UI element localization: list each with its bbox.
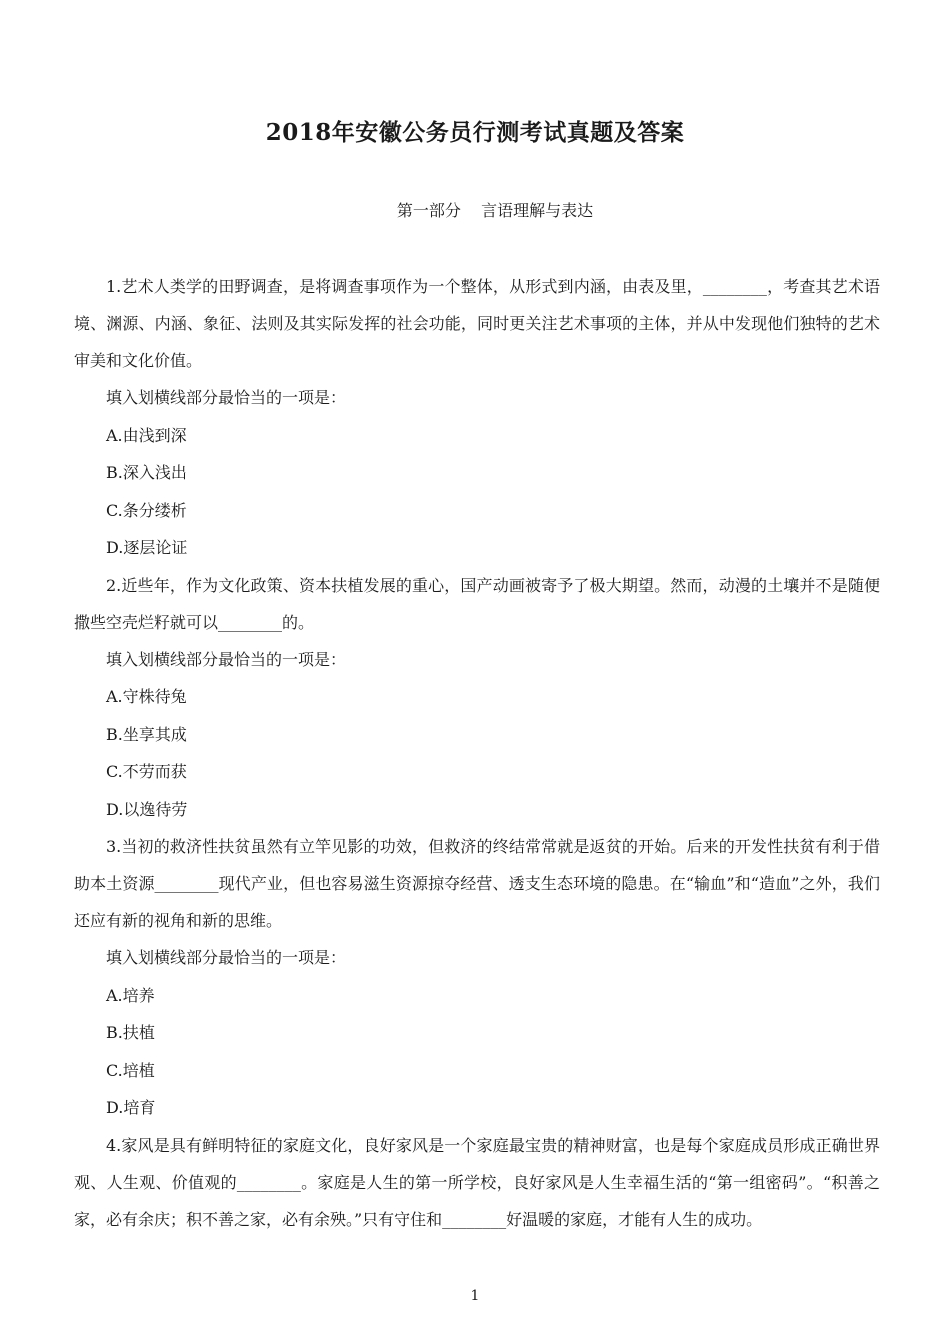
option-c: C.培植 [106, 1060, 155, 1080]
question-text: 4.家风是具有鲜明特征的家庭文化，良好家风是一个家庭最宝贵的精神财富，也是每个家庭成员形成正确世界观、人生观、价值观的________。家庭是人生的第一所学校，良好家风是人生幸福生活的“第一组密码”。“积善之家，必有余庆；积不善之家，必有余殃。”只有守住和________好温暖的家庭，才能有人生的成功。 [74, 1135, 880, 1229]
option-b: B.扶植 [106, 1023, 155, 1042]
question-4 [74, 1127, 880, 1238]
question-text: 1.艺术人类学的田野调查，是将调查事项作为一个整体，从形式到内涵，由表及里，________，考查其艺术语境、渊源、内涵、象征、法则及其实际发挥的社会功能，同时更关注艺术事项的主体，并从中发现他们独特的艺术审美和文化价值。 [74, 277, 880, 370]
page-number: 1 [470, 1288, 480, 1304]
question-prompt: 填入划横线部分最恰当的一项是： [106, 388, 347, 407]
option-d: D.培育 [106, 1098, 156, 1117]
option-b: B.坐享其成 [106, 724, 187, 744]
page-title: 2018年安徽公务员行测考试真题及答案 [265, 119, 685, 146]
section-title: 第一部分 言语理解与表达 [396, 201, 594, 220]
option-c: C.条分缕析 [106, 500, 187, 520]
option-d: D.以逸待劳 [106, 799, 188, 819]
question-text: 3.当初的救济性扶贫虽然有立竿见影的功效，但救济的终结常常就是返贫的开始。后来的开发性扶贫有利于借助本土资源________现代产业，但也容易滋生资源掠夺经营、透支生态环境的隐患。在“输血”和“造血”之外，我们还应有新的视角和新的思维。 [74, 837, 880, 930]
question-2 [74, 567, 880, 829]
document-body [74, 268, 880, 1238]
question-text: 2.近些年，作为文化政策、资本扶植发展的重心，国产动画被寄予了极大期望。然而，动漫的土壤并不是随便撒些空壳烂籽就可以________的。 [74, 575, 880, 632]
option-a: A.由浅到深 [106, 425, 187, 445]
option-a: A.培养 [106, 985, 155, 1005]
option-b: B.深入浅出 [106, 463, 187, 482]
option-d: D.逐层论证 [106, 538, 188, 557]
option-a: A.守株待兔 [106, 687, 187, 706]
question-3 [74, 828, 880, 1127]
question-prompt: 填入划横线部分最恰当的一项是： [106, 649, 347, 669]
option-c: C.不劳而获 [106, 762, 187, 781]
question-prompt: 填入划横线部分最恰当的一项是： [106, 948, 347, 967]
question-1 [74, 268, 880, 567]
